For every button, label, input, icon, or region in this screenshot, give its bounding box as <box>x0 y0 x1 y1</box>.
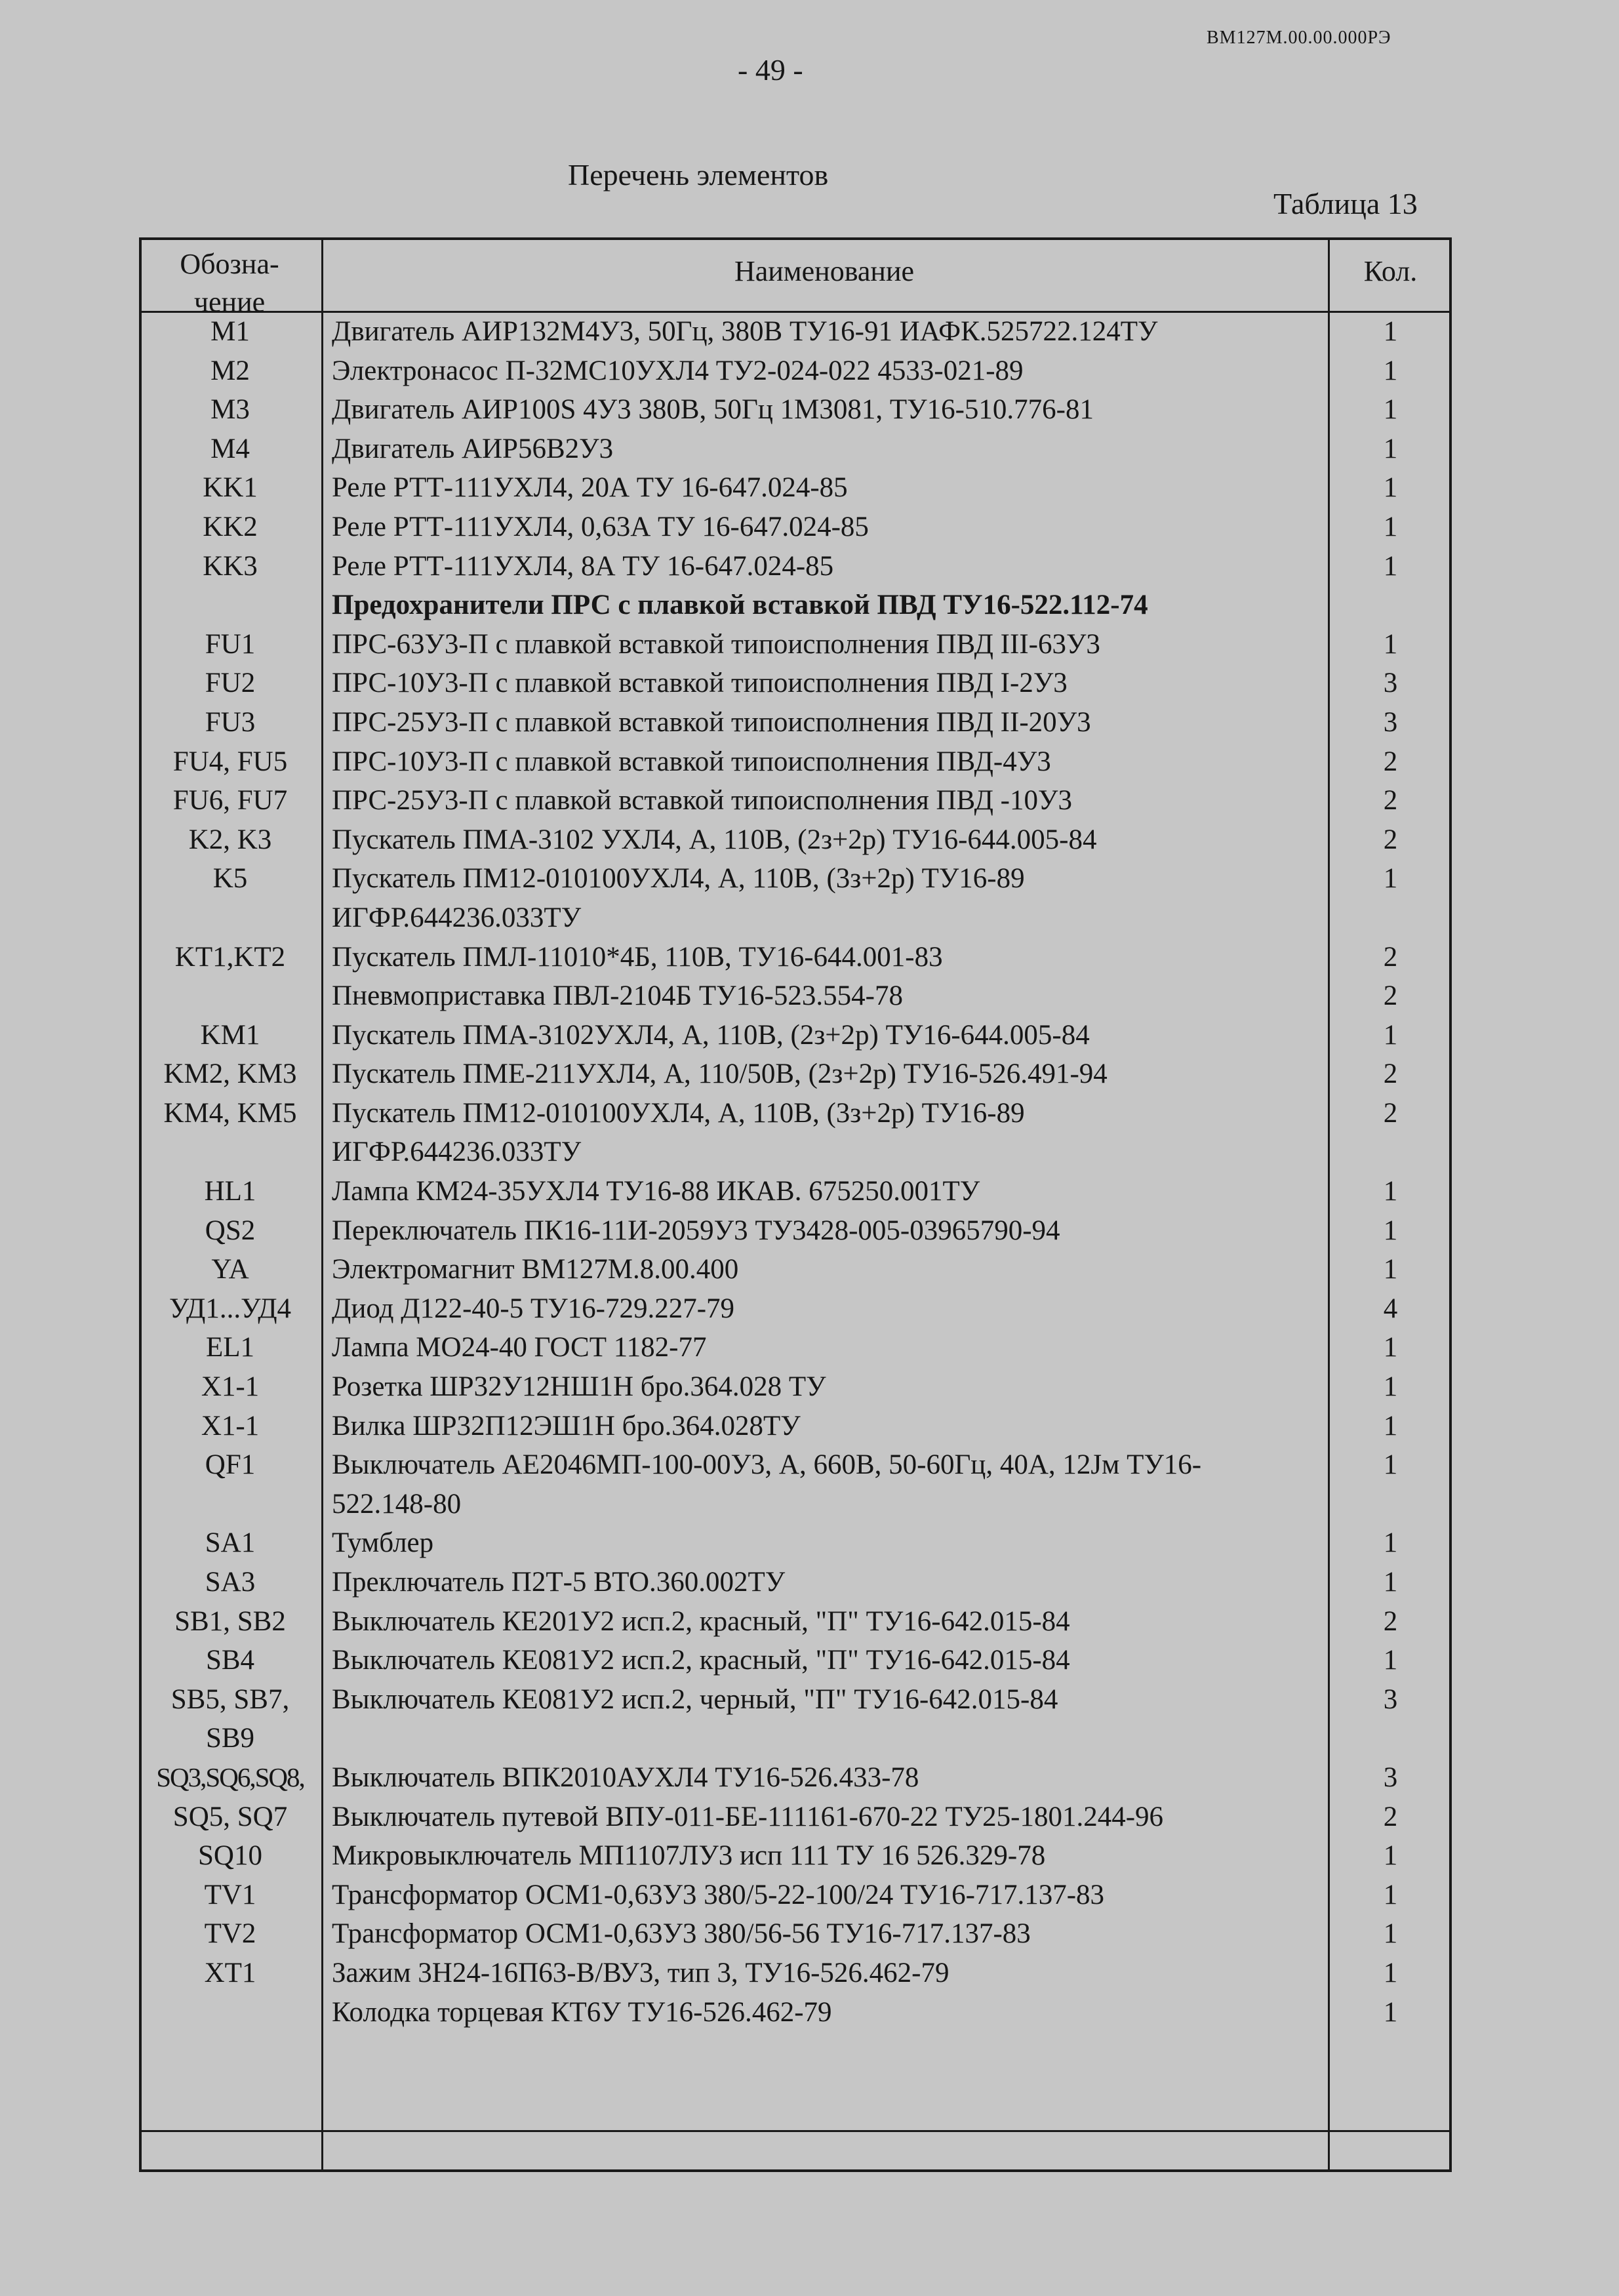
table-row <box>0 859 1619 898</box>
cell-designation: M2 <box>210 355 250 386</box>
cell-quantity: 1 <box>1383 355 1398 386</box>
table-row <box>0 1680 1619 1720</box>
cell-quantity: 2 <box>1383 941 1398 973</box>
cell-designation: M3 <box>210 394 250 426</box>
cell-designation: TV2 <box>204 1918 256 1950</box>
cell-quantity: 1 <box>1383 1567 1398 1598</box>
cell-quantity: 1 <box>1383 1449 1398 1481</box>
table-body <box>0 312 1619 2032</box>
table-row <box>0 1016 1619 1055</box>
cell-designation: M1 <box>210 316 250 347</box>
cell-name: ПРС-63У3-П с плавкой вставкой типоисполнения ПВД III-63У3 <box>332 628 1100 660</box>
cell-name: Лампа МО24-40 ГОСТ 1182-77 <box>332 1332 707 1363</box>
cell-name: ПРС-25У3-П с плавкой вставкой типоисполнения ПВД II-20У3 <box>332 706 1091 738</box>
cell-designation: HL1 <box>204 1176 256 1207</box>
cell-quantity: 2 <box>1383 785 1398 816</box>
list-title: Перечень элементов <box>568 158 829 191</box>
table-row <box>0 1914 1619 1954</box>
table-row <box>0 547 1619 586</box>
cell-designation: FU4, FU5 <box>172 746 288 777</box>
cell-name: Колодка торцевая КТ6У ТУ16-526.462-79 <box>332 1996 832 2028</box>
cell-name: Пускатель ПМ12-010100УХЛ4, А, 110В, (3з+2р) ТУ16-89 <box>332 863 1025 895</box>
cell-name: Микровыключатель МП1107ЛУ3 исп 111 ТУ 16 526.329-78 <box>332 1840 1046 1872</box>
cell-name: ПРС-10У3-П с плавкой вставкой типоисполнения ПВД I-2У3 <box>332 668 1068 699</box>
cell-designation: KT1,KT2 <box>174 941 286 973</box>
column-header-name: Наименование <box>734 255 915 287</box>
cell-name: Двигатель АИР56В2У3 <box>332 433 614 464</box>
cell-name: Зажим 3Н24-16П63-В/ВУ3, тип 3, ТУ16-526.462-79 <box>332 1957 949 1988</box>
table-row <box>0 352 1619 391</box>
cell-designation: M4 <box>210 433 250 464</box>
cell-designation: TV1 <box>204 1879 256 1910</box>
cell-name: Выключатель путевой ВПУ-011-БЕ-111161-670-22 ТУ25-1801.244-96 <box>332 1801 1164 1832</box>
cell-name: Пускатель ПМЕ-211УХЛ4, А, 110/50В, (2з+2р) ТУ16-526.491-94 <box>332 1058 1108 1090</box>
cell-quantity: 1 <box>1383 1957 1398 1988</box>
cell-designation: SB5, SB7, <box>170 1683 290 1715</box>
cell-designation: X1-1 <box>201 1371 260 1403</box>
cell-name: Диод Д122-40-5 ТУ16-729.227-79 <box>332 1293 735 1324</box>
table-row <box>0 1367 1619 1407</box>
cell-quantity: 3 <box>1383 1762 1398 1793</box>
table-row <box>0 1758 1619 1798</box>
table-row <box>0 1798 1619 1837</box>
table-row <box>0 1445 1619 1485</box>
table-row <box>0 1328 1619 1367</box>
table-row <box>0 1954 1619 1993</box>
cell-designation: FU1 <box>205 628 256 660</box>
cell-designation: KK2 <box>203 511 258 542</box>
cell-name: Пневмоприставка ПВЛ-2104Б ТУ16-523.554-78 <box>332 980 903 1012</box>
cell-quantity: 1 <box>1383 1176 1398 1207</box>
cell-quantity: 3 <box>1383 668 1398 699</box>
cell-name: Предохранители ПРС с плавкой вставкой ПВД ТУ16-522.112-74 <box>332 590 1148 621</box>
cell-quantity: 1 <box>1383 863 1398 895</box>
table-row <box>0 1719 1619 1758</box>
table-row <box>0 1250 1619 1289</box>
cell-name: ПРС-10У3-П с плавкой вставкой типоисполнения ПВД-4У3 <box>332 746 1051 777</box>
table-row <box>0 1407 1619 1446</box>
cell-name: Пускатель ПМА-3102УХЛ4, А, 110В, (2з+2р) ТУ16-644.005-84 <box>332 1019 1090 1051</box>
cell-designation: QS2 <box>205 1215 256 1246</box>
table-label: Таблица 13 <box>1273 187 1418 220</box>
document-code: ВМ127М.00.00.000РЭ <box>1207 28 1391 48</box>
cell-quantity: 1 <box>1383 1371 1398 1403</box>
cell-designation: K5 <box>212 863 248 895</box>
cell-quantity: 1 <box>1383 1215 1398 1246</box>
cell-designation: УД1...УД4 <box>169 1293 292 1324</box>
table-row <box>0 781 1619 820</box>
cell-name: Пускатель ПМЛ-11010*4Б, 110В, ТУ16-644.001-83 <box>332 941 943 973</box>
table-row <box>0 625 1619 664</box>
cell-name: Реле РТТ-111УХЛ4, 8А ТУ 16-647.024-85 <box>332 550 834 582</box>
table-row <box>0 1602 1619 1641</box>
cell-quantity: 2 <box>1383 1801 1398 1832</box>
cell-name: Лампа КМ24-35УХЛ4 ТУ16-88 ИКАВ. 675250.001ТУ <box>332 1176 980 1207</box>
cell-name: Выключатель ВПК2010АУХЛ4 ТУ16-526.433-78 <box>332 1762 919 1793</box>
cell-quantity: 2 <box>1383 980 1398 1012</box>
cell-designation: FU6, FU7 <box>172 785 288 816</box>
cell-name: Реле РТТ-111УХЛ4, 20А ТУ 16-647.024-85 <box>332 472 848 504</box>
cell-name: Розетка ШР32У12НШ1Н бро.364.028 ТУ <box>332 1371 826 1403</box>
table-row <box>0 1563 1619 1602</box>
column-header-quantity: Кол. <box>1363 255 1418 287</box>
cell-quantity: 2 <box>1383 746 1398 777</box>
cell-quantity: 1 <box>1383 1254 1398 1285</box>
table-row <box>0 664 1619 703</box>
cell-quantity: 1 <box>1383 1332 1398 1363</box>
cell-name: Трансформатор ОСМ1-0,63У3 380/56-56 ТУ16-717.137-83 <box>332 1918 1031 1950</box>
column-header-designation: Обозна-чение <box>180 248 279 318</box>
cell-name: Электронасос П-32МС10УХЛ4 ТУ2-024-022 4533-021-89 <box>332 355 1024 386</box>
cell-name: Трансформатор ОСМ1-0,63У3 380/5-22-100/24 ТУ16-717.137-83 <box>332 1879 1105 1910</box>
table-row <box>0 1055 1619 1094</box>
cell-quantity: 1 <box>1383 316 1398 347</box>
cell-name: Преключатель П2Т-5 ВТО.360.002ТУ <box>332 1567 786 1598</box>
cell-quantity: 1 <box>1383 1918 1398 1950</box>
cell-designation: KM1 <box>200 1019 260 1051</box>
cell-name: Реле РТТ-111УХЛ4, 0,63А ТУ 16-647.024-85 <box>332 511 869 542</box>
cell-name: ПРС-25У3-П с плавкой вставкой типоисполнения ПВД -10У3 <box>332 785 1072 816</box>
table-row <box>0 1993 1619 2032</box>
cell-designation: SQ5, SQ7 <box>172 1801 288 1832</box>
cell-designation: SQ3,SQ6,SQ8, <box>156 1762 304 1792</box>
cell-name: Двигатель АИР132М4У3, 50Гц, 380В ТУ16-91 ИАФК.525722.124ТУ <box>332 316 1158 347</box>
cell-quantity: 1 <box>1383 394 1398 426</box>
cell-quantity: 1 <box>1383 1410 1398 1441</box>
cell-quantity: 1 <box>1383 1019 1398 1051</box>
cell-designation: QF1 <box>205 1449 256 1481</box>
table-row <box>0 742 1619 782</box>
cell-quantity: 1 <box>1383 511 1398 542</box>
table-row <box>0 586 1619 625</box>
table-row <box>0 1641 1619 1680</box>
cell-quantity: 2 <box>1383 1605 1398 1637</box>
cell-quantity: 1 <box>1383 1840 1398 1872</box>
table-row <box>0 1523 1619 1563</box>
cell-designation: SQ10 <box>198 1840 262 1872</box>
cell-designation: XT1 <box>204 1957 256 1988</box>
cell-designation: SA3 <box>205 1567 256 1598</box>
cell-name: Выключатель КЕ201У2 исп.2, красный, "П" ТУ16-642.015-84 <box>332 1605 1070 1637</box>
table-row <box>0 312 1619 352</box>
cell-designation: FU3 <box>205 706 256 738</box>
cell-name: Переключатель ПК16-11И-2059У3 ТУ3428-005-03965790-94 <box>332 1215 1060 1246</box>
cell-name: Пускатель ПМ12-010100УХЛ4, А, 110В, (3з+2р) ТУ16-89 <box>332 1097 1025 1129</box>
cell-designation: SA1 <box>205 1527 256 1559</box>
table-row <box>0 1289 1619 1329</box>
cell-quantity: 3 <box>1383 1683 1398 1715</box>
cell-quantity: 2 <box>1383 1097 1398 1129</box>
table-row <box>0 1485 1619 1524</box>
cell-designation: KM4, KM5 <box>163 1097 297 1129</box>
table-row <box>0 1836 1619 1876</box>
cell-quantity: 1 <box>1383 1879 1398 1910</box>
cell-designation: X1-1 <box>201 1410 260 1441</box>
cell-designation: SB1, SB2 <box>174 1605 286 1637</box>
cell-quantity: 1 <box>1383 472 1398 504</box>
table-row <box>0 1876 1619 1915</box>
cell-designation: KK1 <box>203 472 258 504</box>
table-row <box>0 703 1619 742</box>
cell-name: Электромагнит ВМ127М.8.00.400 <box>332 1254 739 1285</box>
cell-name: Выключатель АЕ2046МП-100-00У3, А, 660В, 50-60Гц, 40А, 12Jм ТУ16- <box>332 1449 1202 1481</box>
cell-designation: SB4 <box>205 1645 255 1676</box>
cell-name: Тумблер <box>332 1527 434 1559</box>
table-row <box>0 508 1619 547</box>
table-row <box>0 977 1619 1016</box>
cell-quantity: 1 <box>1383 433 1398 464</box>
cell-quantity: 1 <box>1383 1996 1398 2028</box>
cell-quantity: 1 <box>1383 1527 1398 1559</box>
table-row <box>0 820 1619 860</box>
table-row <box>0 898 1619 938</box>
cell-designation: SB9 <box>205 1723 255 1754</box>
cell-name: ИГФР.644236.033ТУ <box>332 1137 582 1168</box>
cell-designation: YA <box>211 1254 249 1285</box>
cell-quantity: 1 <box>1383 1645 1398 1676</box>
table-row <box>0 1172 1619 1211</box>
cell-quantity: 1 <box>1383 550 1398 582</box>
table-row <box>0 430 1619 469</box>
table-row <box>0 468 1619 508</box>
cell-designation: K2, K3 <box>188 824 272 855</box>
table-row <box>0 1211 1619 1251</box>
table-row <box>0 390 1619 430</box>
cell-quantity: 4 <box>1383 1293 1398 1324</box>
cell-name: Двигатель АИР100S 4У3 380В, 50Гц 1М3081, ТУ16-510.776-81 <box>332 394 1094 426</box>
cell-designation: FU2 <box>205 668 256 699</box>
cell-quantity: 2 <box>1383 1058 1398 1090</box>
cell-name: ИГФР.644236.033ТУ <box>332 902 582 933</box>
table-row <box>0 1094 1619 1133</box>
cell-name: 522.148-80 <box>332 1488 462 1520</box>
cell-name: Выключатель КЕ081У2 исп.2, черный, "П" ТУ16-642.015-84 <box>332 1683 1058 1715</box>
cell-designation: KM2, KM3 <box>163 1058 297 1090</box>
bottom-row-divider <box>139 2130 1452 2132</box>
page-number: - 49 - <box>738 53 803 87</box>
cell-quantity: 3 <box>1383 706 1398 738</box>
cell-name: Выключатель КЕ081У2 исп.2, красный, "П" ТУ16-642.015-84 <box>332 1645 1070 1676</box>
cell-designation: KK3 <box>203 550 258 582</box>
table-row <box>0 938 1619 977</box>
cell-quantity: 2 <box>1383 824 1398 855</box>
cell-designation: EL1 <box>205 1332 255 1363</box>
cell-name: Вилка ШР32П12ЭШ1Н бро.364.028ТУ <box>332 1410 801 1441</box>
table-row <box>0 1133 1619 1172</box>
cell-quantity: 1 <box>1383 628 1398 660</box>
cell-name: Пускатель ПМА-3102 УХЛ4, А, 110В, (2з+2р) ТУ16-644.005-84 <box>332 824 1097 855</box>
